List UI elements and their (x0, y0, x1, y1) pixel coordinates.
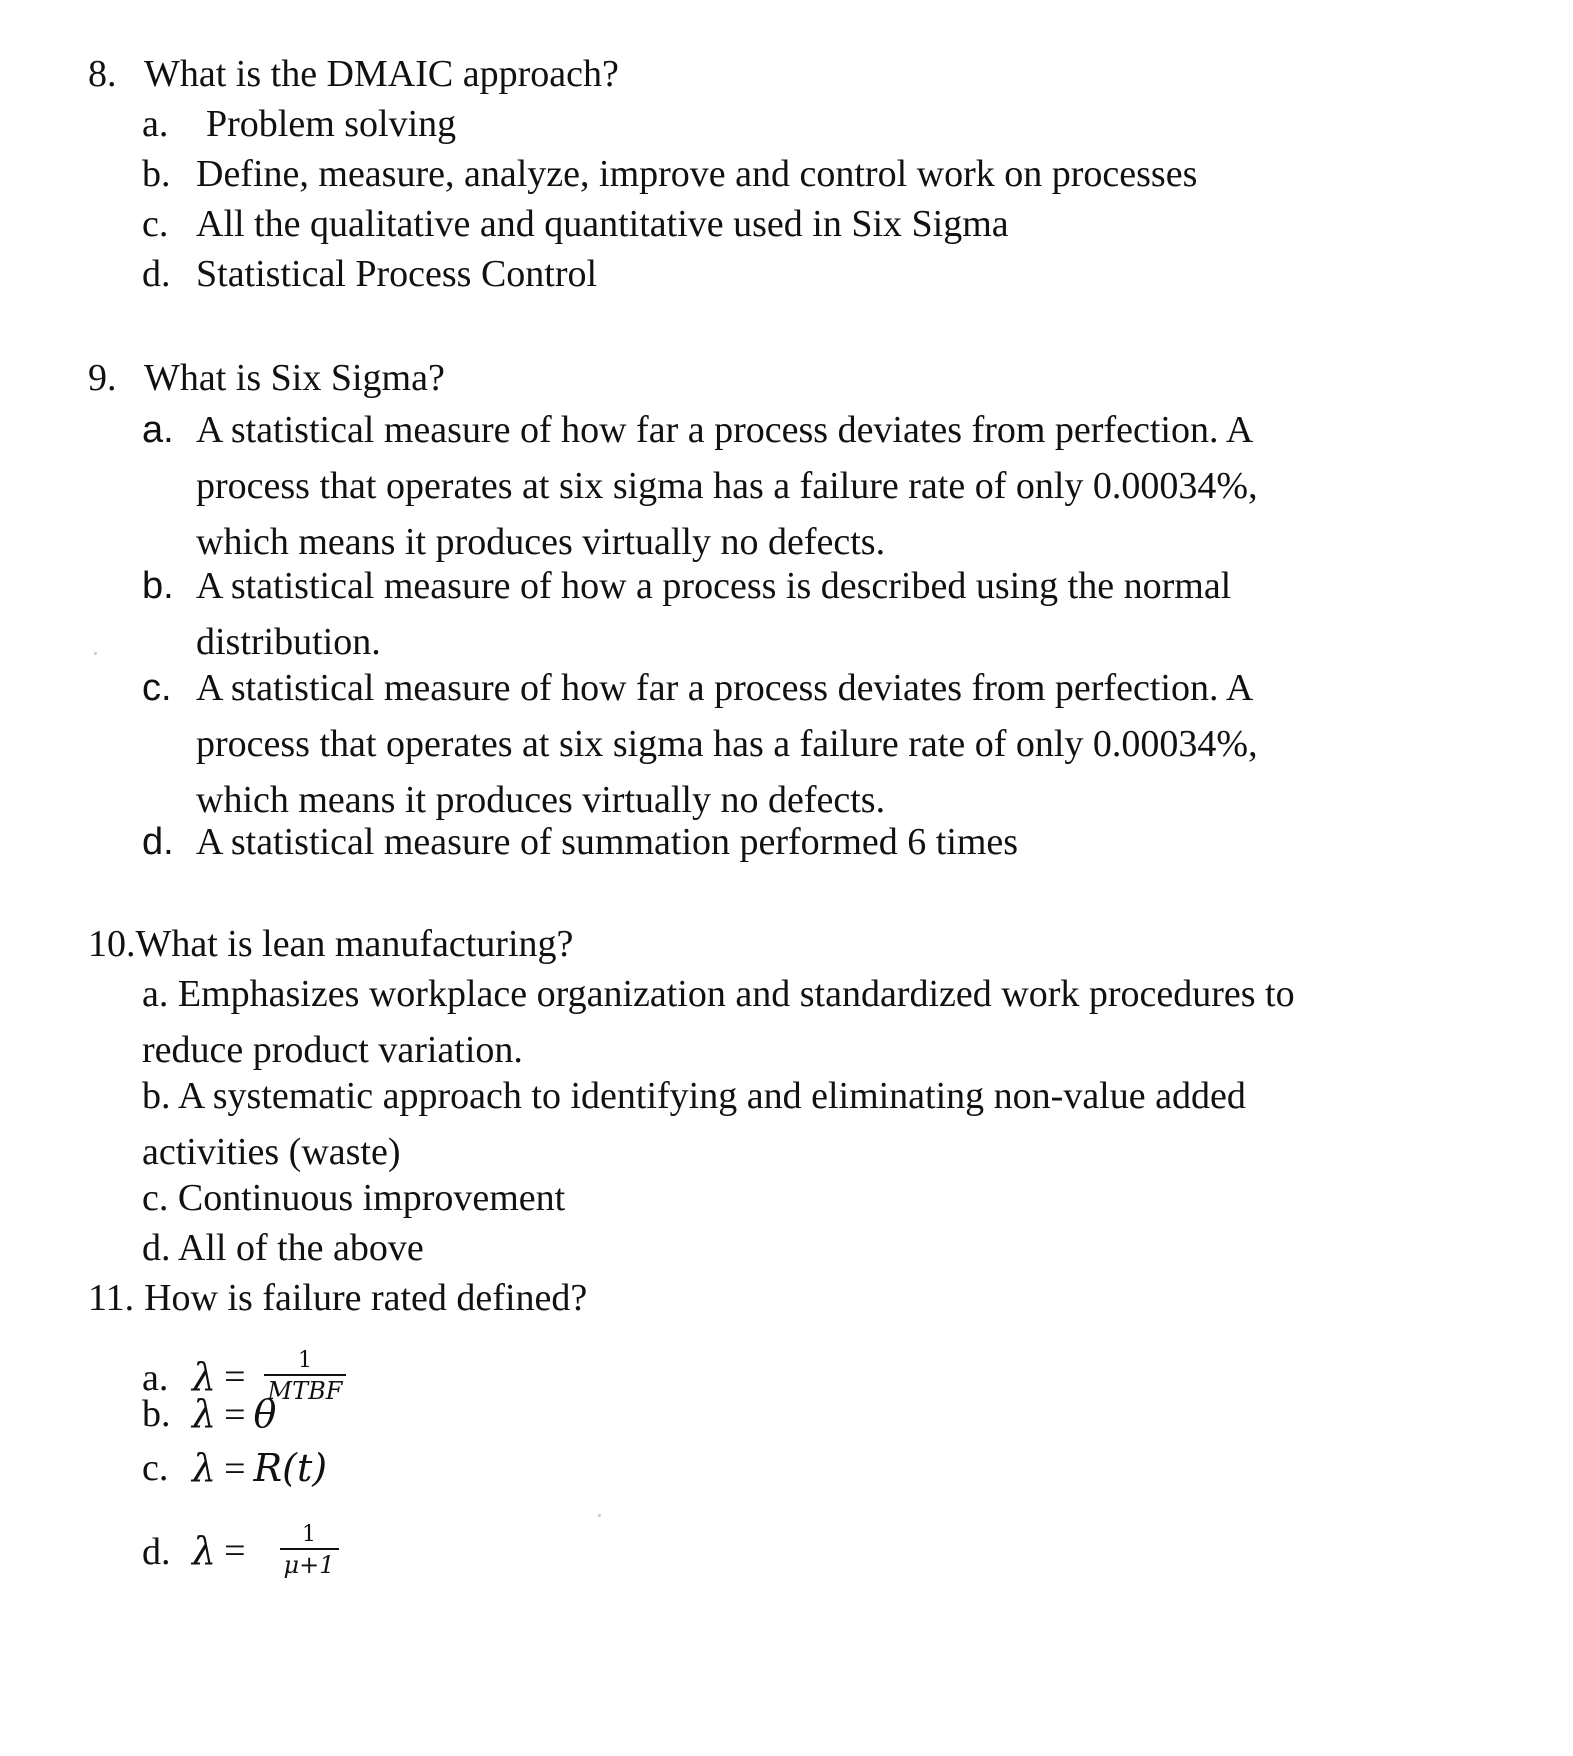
option-letter: b. (142, 153, 171, 195)
option-text-line: A statistical measure of how far a process deviates from perfection. A (196, 667, 1254, 709)
option-letter: c. (142, 667, 172, 709)
option-text-line: activities (waste) (142, 1131, 401, 1173)
option-text-line: process that operates at six sigma has a failure rate of only 0.00034%, (196, 465, 1258, 507)
question-text: How is failure rated defined? (144, 1277, 588, 1319)
fraction-denominator: MTBF (267, 1377, 343, 1405)
question-number: 10. (88, 923, 136, 965)
option-text-line: a. Emphasizes workplace organization and standardized work procedures to (142, 973, 1295, 1015)
option-letter: c. (142, 1447, 169, 1489)
scan-speck (598, 1514, 601, 1517)
option-letter: a. (142, 409, 174, 451)
question-text: What is Six Sigma? (144, 357, 445, 399)
option-text-line: A statistical measure of how far a process deviates from perfection. A (196, 409, 1254, 451)
option-letter: d. (142, 253, 171, 295)
option-letter: b. (142, 565, 174, 607)
lambda-symbol: λ (192, 1392, 217, 1436)
option-letter: b. (142, 1393, 171, 1435)
option-text: All the qualitative and quantitative used in Six Sigma (196, 203, 1009, 245)
option-text-line: b. A systematic approach to identifying and eliminating non-value added (142, 1075, 1246, 1117)
fraction-numerator: 1 (280, 1522, 339, 1550)
equals-sign: = (224, 1394, 246, 1436)
question-10 (88, 916, 573, 972)
option-letter: c. (142, 203, 169, 245)
question-number: 9. (88, 357, 117, 399)
equals-sign: = (224, 1356, 246, 1398)
question-9 (88, 350, 445, 406)
option-text: Statistical Process Control (196, 253, 598, 295)
option-text-line: distribution. (196, 621, 381, 663)
lambda-symbol: λ (192, 1446, 217, 1490)
option-letter: a. (142, 103, 169, 145)
fraction-numerator: 1 (264, 1348, 347, 1376)
question-number: 11. (88, 1277, 135, 1319)
option-text-line: process that operates at six sigma has a failure rate of only 0.00034%, (196, 723, 1258, 765)
expression-rhs: θ (253, 1392, 277, 1436)
lambda-symbol: λ (192, 1355, 217, 1399)
question-11 (88, 1270, 587, 1326)
fraction-denominator: μ+1 (283, 1551, 335, 1579)
option-text-line: which means it produces virtually no defects. (196, 521, 886, 563)
equals-sign: = (224, 1530, 246, 1572)
option-text-line: A statistical measure of how a process is described using the normal (196, 565, 1232, 607)
question-text: What is lean manufacturing? (135, 923, 574, 965)
fraction (280, 1522, 339, 1580)
option-letter: d. (142, 821, 174, 863)
question-text: What is the DMAIC approach? (144, 53, 619, 95)
option-text: d. All of the above (142, 1227, 424, 1269)
expression-rhs: R(t) (253, 1446, 328, 1490)
option-text: Problem solving (206, 103, 457, 145)
option-letter: a. (142, 1357, 169, 1399)
question-8 (88, 46, 619, 102)
lambda-symbol: λ (192, 1529, 217, 1573)
question-number: 8. (88, 53, 117, 95)
option-text-line: which means it produces virtually no defects. (196, 779, 886, 821)
scan-speck (94, 652, 97, 655)
option-letter: d. (142, 1531, 171, 1573)
equals-sign: = (224, 1448, 246, 1490)
option-text: A statistical measure of summation performed 6 times (196, 821, 1019, 863)
option-text-line: reduce product variation. (142, 1029, 523, 1071)
option-text: c. Continuous improvement (142, 1177, 566, 1219)
option-text: Define, measure, analyze, improve and control work on processes (196, 153, 1198, 195)
